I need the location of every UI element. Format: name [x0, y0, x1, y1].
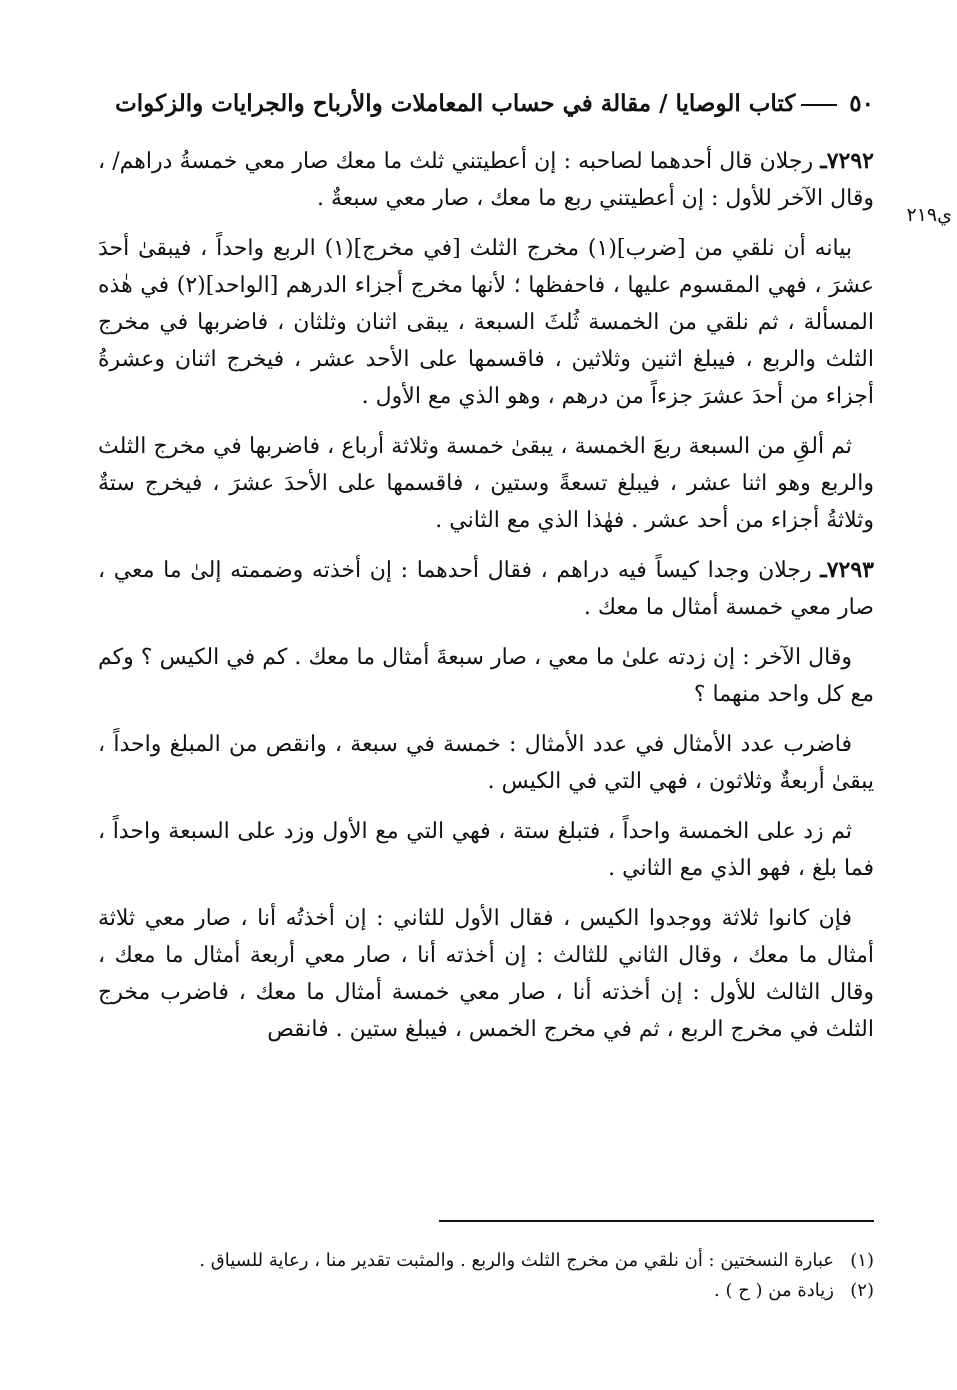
header-title: كتاب الوصايا / مقالة في حساب المعاملات والأرباح والجرايات والزكوات [115, 90, 796, 117]
paragraph-text: ثم زد على الخمسة واحداً ، فتبلغ ستة ، فهي التي مع الأول وزد على السبعة واحداً ، فما بلغ ، فهو الذي مع الثاني . [98, 819, 874, 881]
paragraph [98, 900, 874, 1048]
paragraph-text: فاضرب عدد الأمثال في عدد الأمثال : خمسة في سبعة ، وانقص من المبلغ واحداً ، يبقىٰ أربعةٌ وثلاثون ، فهي التي في الكيس . [98, 732, 874, 794]
paragraph [98, 726, 874, 800]
paragraph-text: فإن كانوا ثلاثة ووجدوا الكيس ، فقال الأول للثاني : إن أخذتُه أنا ، صار معي ثلاثة أمثال ما معك ، وقال الثاني للثالث : إن أخذته أنا ، صار معي أربعة أمثال ما معك ، وقال الثالث للأول : إن أخذته أنا ، صار معي خمسة أمثال ما معك ، فاضرب مخرج الثلث في مخرج الربع ، ثم في مخرج الخمس ، فيبلغ ستين . فانقص [98, 906, 874, 1042]
paragraph [98, 428, 874, 539]
paragraph-text: بيانه أن نلقي من [ضرب](١) مخرج الثلث [في مخرج](١) الربع واحداً ، فيبقىٰ أحدَ عشرَ ، فهي المقسوم عليها ، فاحفظها ؛ لأنها مخرج أجزاء الدرهم [الواحد](٢) في هٰذه المسألة ، ثم نلقي من الخمسة ثُلثَ السبعة ، يبقى اثنان وثلثان ، فاضربها في مخرج الثلث والربع ، فيبلغ اثنين وثلاثين ، فاقسمها على الأحد عشر ، فيخرج اثنان وعشرةُ أجزاء من أحدَ عشرَ جزءاً من درهم ، وهو الذي مع الأول . [98, 236, 874, 409]
paragraph [98, 552, 874, 626]
header-dash [801, 104, 837, 106]
problem-number: ٧٢٩٣ـ [820, 557, 874, 583]
footnote-separator [439, 1220, 874, 1222]
paragraph-text: رجلان قال أحدهما لصاحبه : إن أعطيتني ثلث ما معك صار معي خمسةُ دراهم/ ، وقال الآخر للأول : إن أعطيتني ربع ما معك ، صار معي سبعةٌ . [98, 149, 874, 211]
footnote [98, 1276, 874, 1306]
footnote-number: (٢) [850, 1280, 874, 1301]
paragraph [98, 813, 874, 887]
paragraph [98, 230, 874, 415]
page-number: ٥٠ [849, 90, 874, 117]
margin-folio-note: ي٢١٩ [906, 204, 952, 226]
running-header [98, 84, 874, 124]
footnote [98, 1246, 874, 1276]
footnotes [98, 1246, 874, 1306]
paragraph [98, 639, 874, 713]
main-text [98, 143, 874, 1061]
footnote-number: (١) [850, 1250, 874, 1271]
footnote-text: زيادة من ( ح ) . [714, 1280, 834, 1301]
paragraph-text: ثم ألقِ من السبعة ربعَ الخمسة ، يبقىٰ خمسة وثلاثة أرباع ، فاضربها في مخرج الثلث والربع وهو اثنا عشر ، فيبلغ تسعةً وستين ، فاقسمها على الأحدَ عشرَ ، فيخرج ستةٌ وثلاثةُ أجزاء من أحد عشر . فهٰذا الذي مع الثاني . [98, 434, 874, 533]
paragraph-text: رجلان وجدا كيساً فيه دراهم ، فقال أحدهما : إن أخذته وضممته إلىٰ ما معي ، صار معي خمسة أمثال ما معك . [98, 558, 874, 620]
footnote-text: عبارة النسختين : أن نلقي من مخرج الثلث والربع . والمثبت تقدير منا ، رعاية للسياق . [199, 1250, 834, 1271]
problem-number: ٧٢٩٢ـ [820, 148, 874, 174]
paragraph-text: وقال الآخر : إن زدته علىٰ ما معي ، صار سبعةَ أمثال ما معك . كم في الكيس ؟ وكم مع كل واحد منهما ؟ [98, 645, 874, 707]
paragraph [98, 143, 874, 217]
